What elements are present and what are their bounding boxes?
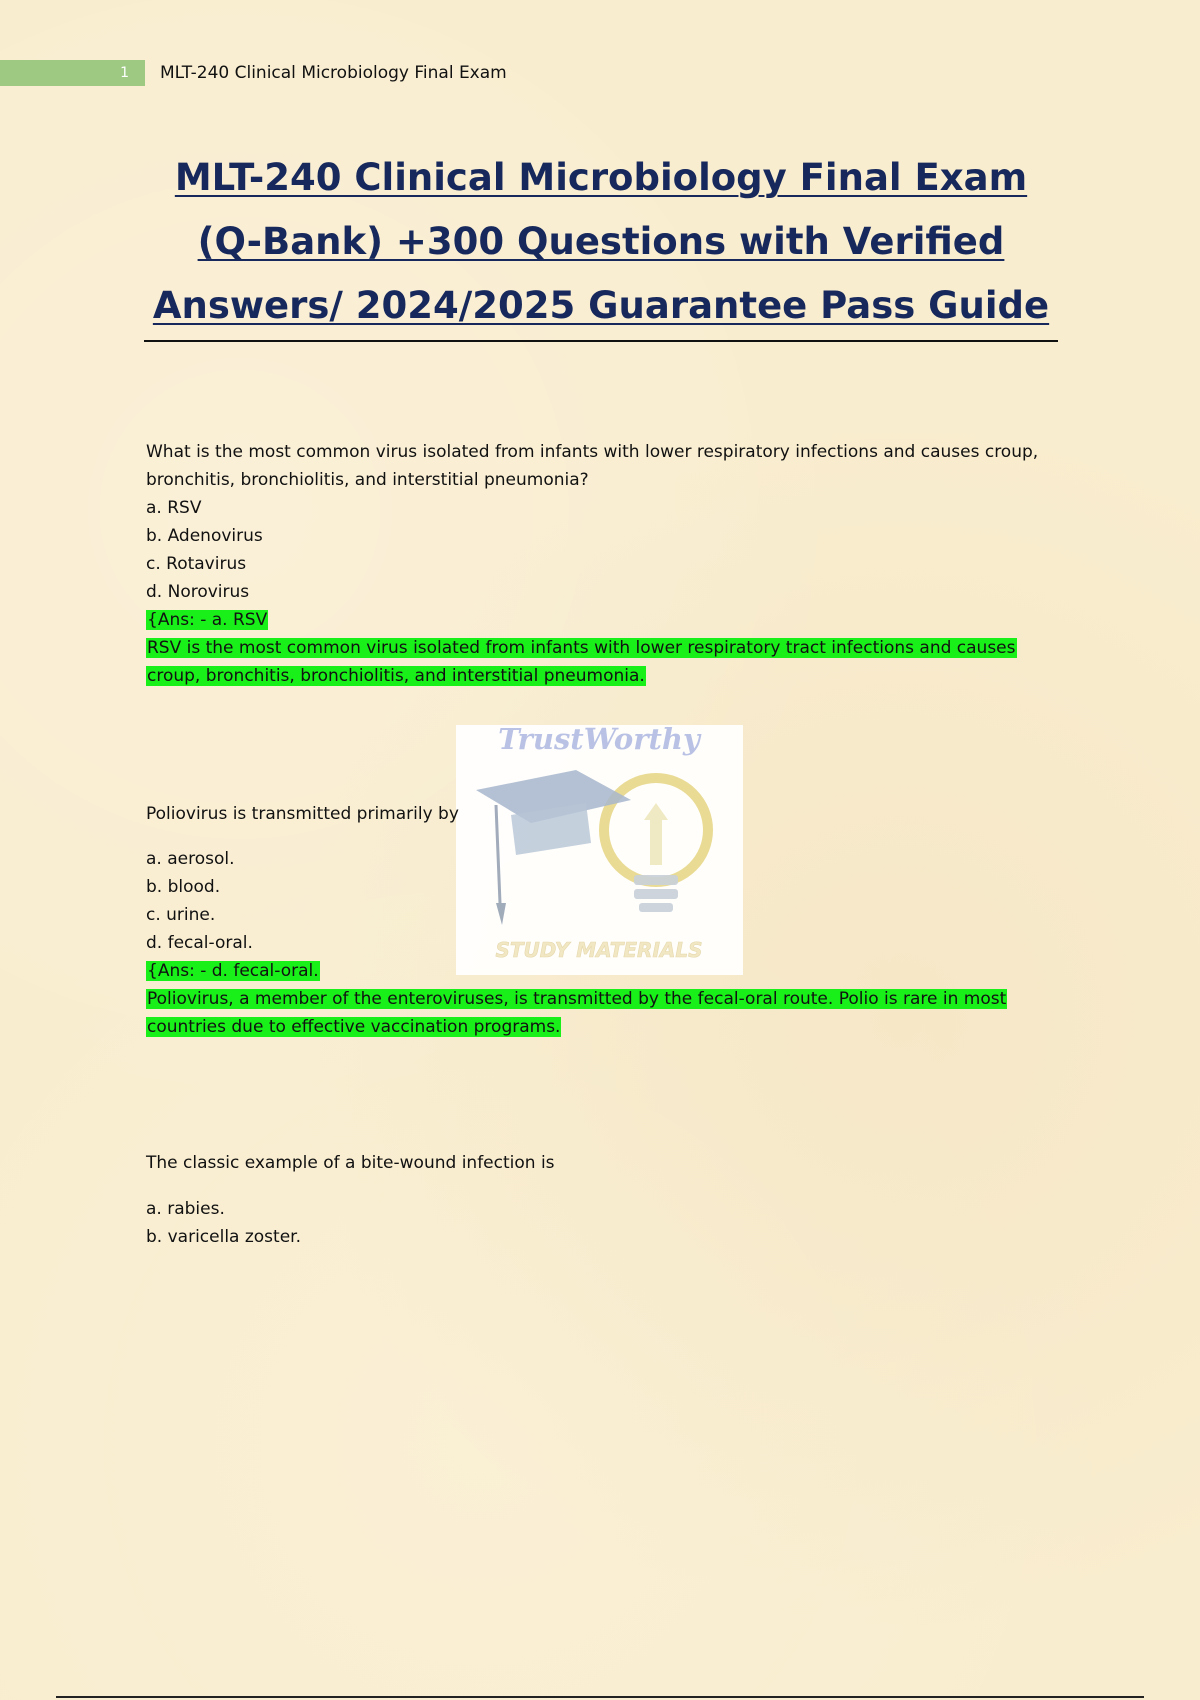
page-number: 1 (0, 60, 145, 86)
answer-line (146, 606, 1056, 634)
correct-answer: {Ans: - d. fecal-oral. (147, 961, 319, 981)
question-list (146, 438, 1056, 1251)
answer-option: d. fecal-oral. (146, 933, 253, 953)
answer-option: a. aerosol. (146, 849, 235, 869)
correct-answer: {Ans: - a. RSV (147, 610, 268, 630)
answer-option: b. Adenovirus (146, 526, 263, 546)
question-block (146, 1149, 1056, 1251)
answer-line (146, 957, 1056, 985)
question-block (146, 800, 1056, 1041)
explanation-paragraph (146, 634, 1056, 690)
watermark-brand: TrustWorthy (498, 725, 700, 756)
answer-option: b. varicella zoster. (146, 1227, 302, 1247)
explanation-paragraph (146, 985, 1056, 1041)
answer-option: a. rabies. (146, 1199, 225, 1219)
footer-divider (56, 1696, 1144, 1698)
watermark-tagline: STUDY MATERIALS (495, 938, 703, 962)
header-title: MLT-240 Clinical Microbiology Final Exam (160, 63, 507, 83)
answer-explanation: Poliovirus, a member of the enteroviruses, is transmitted by the fecal-oral route. Polio is rare in most countries due to effective vaccination programs. (147, 989, 1007, 1037)
answer-explanation: RSV is the most common virus isolated from infants with lower respiratory tract infections and causes croup, bronchitis, bronchiolitis, and interstitial pneumonia. (147, 638, 1016, 686)
question-text: Poliovirus is transmitted primarily by (146, 804, 459, 824)
answer-option: c. Rotavirus (146, 554, 247, 574)
answer-option: b. blood. (146, 877, 221, 897)
answer-option: a. RSV (146, 498, 202, 518)
page-header (0, 0, 1200, 100)
question-text: The classic example of a bite-wound infection is (146, 1153, 555, 1173)
question-block (146, 438, 1056, 690)
document-title: MLT-240 Clinical Microbiology Final Exam (Q-Bank) +300 Questions with Verified Answers/ 2024/2025 Guarantee Pass Guide (152, 156, 1050, 327)
question-text: What is the most common virus isolated from infants with lower respiratory infections and causes croup, bronchitis, bronchiolitis, and interstitial pneumonia? (146, 442, 1039, 490)
title-divider (144, 340, 1058, 342)
answer-option: c. urine. (146, 905, 216, 925)
answer-option: d. Norovirus (146, 582, 250, 602)
